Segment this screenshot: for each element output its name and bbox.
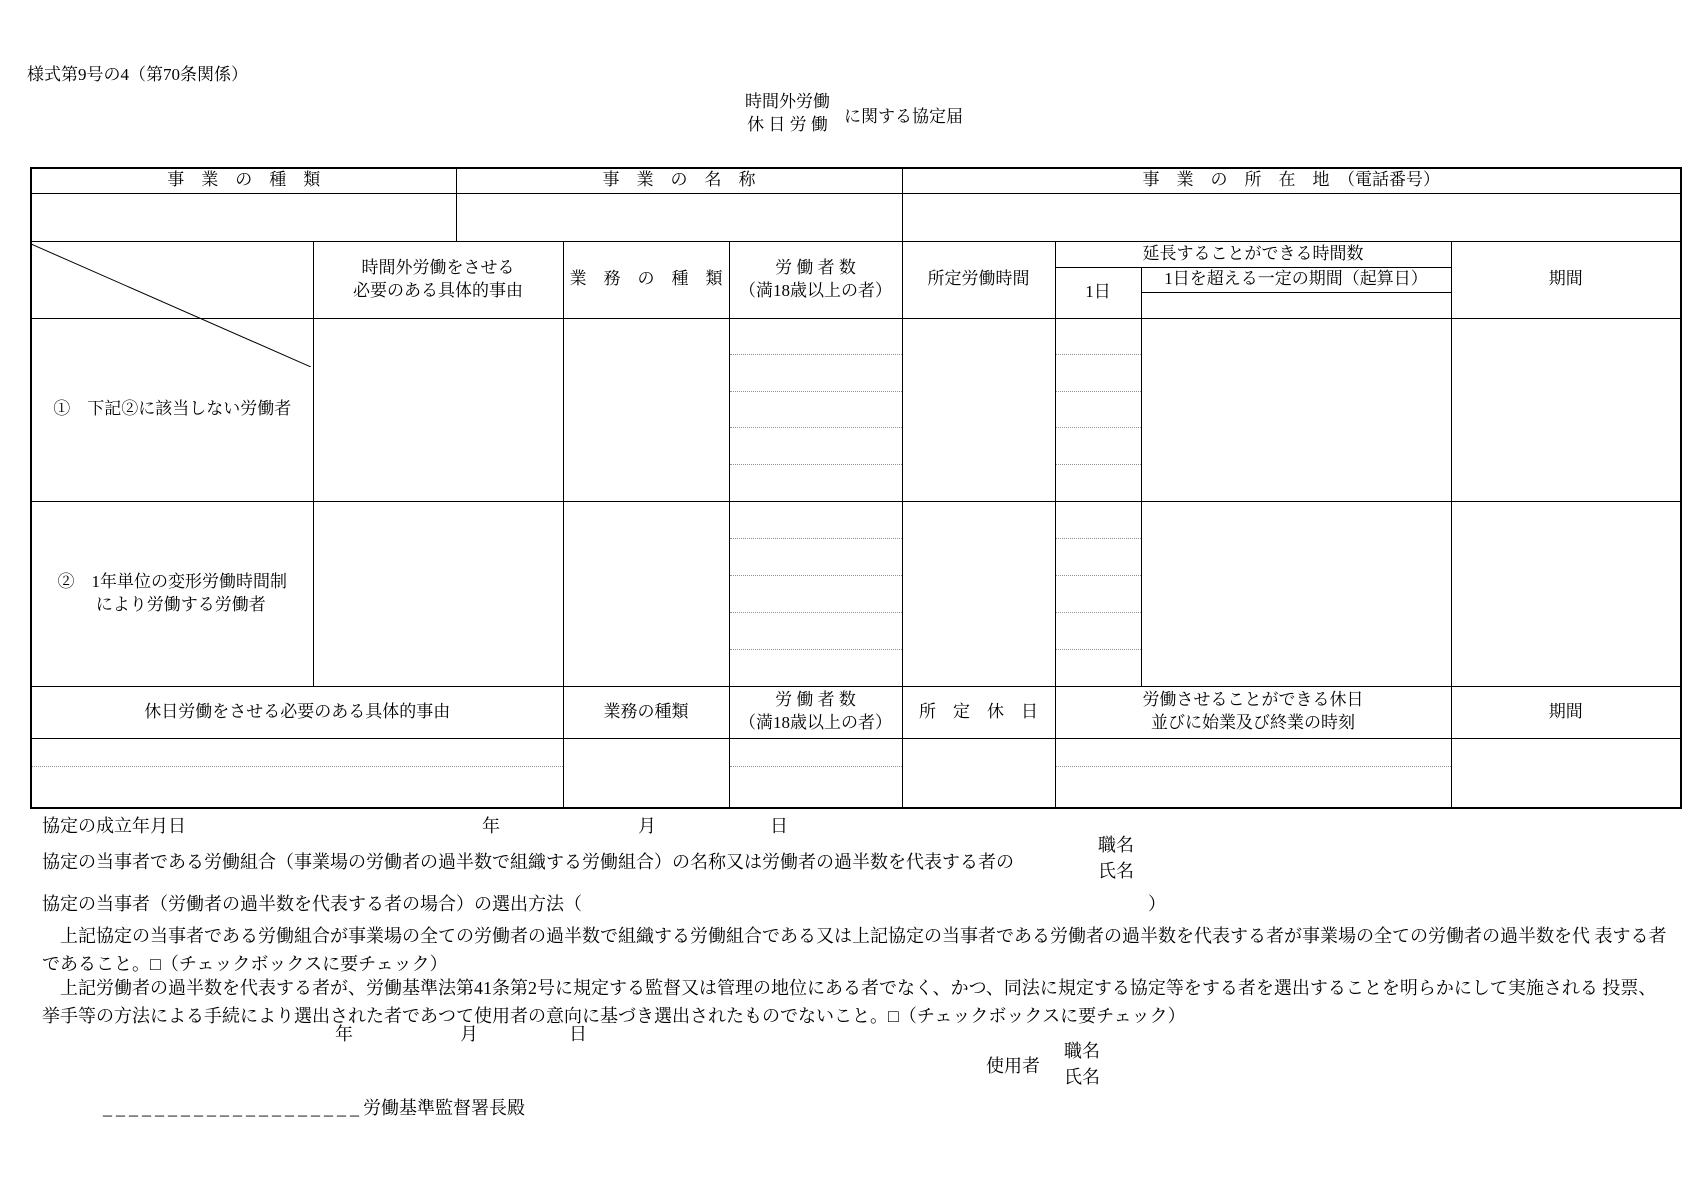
business-type-header: 事 業 の 種 類 (31, 168, 456, 193)
scheduled-hours-input-2[interactable] (902, 501, 1055, 686)
category-2-label-line1: ② 1年単位の変形労働時間制 (57, 571, 287, 591)
representative-name-label: 氏名 (1098, 861, 1134, 881)
holiday-period-header: 期間 (1451, 686, 1681, 738)
business-name-header: 事 業 の 名 称 (456, 168, 902, 193)
labor-office-director-label: 労働基準監督署長殿 (363, 1098, 525, 1118)
holiday-period-input[interactable] (1451, 738, 1681, 808)
title-suffix: に関する協定届 (844, 107, 963, 126)
selection-method-close-paren: ） (1148, 894, 1166, 914)
holiday-workable-header-line2: 並びに始業及び終業の時刻 (1151, 713, 1356, 732)
overtime-workers-input-2[interactable] (729, 501, 902, 686)
one-day-header: 1日 (1055, 267, 1141, 318)
holiday-workers-guide-line (730, 739, 902, 808)
labor-office-line (103, 1094, 525, 1120)
over-one-day-input-2[interactable] (1141, 501, 1451, 686)
extendable-hours-header: 延長することができる時間数 (1055, 241, 1451, 267)
employer-date-month: 月 (460, 1024, 478, 1044)
title-holiday: 休 日 労 働 (747, 115, 828, 134)
selection-method-line: 協定の当事者（労働者の過半数を代表する者の場合）の選出方法（ (42, 894, 582, 914)
holiday-workable-header (1055, 686, 1451, 738)
overtime-workers-header-line1: 労 働 者 数 (775, 257, 856, 277)
overtime-reason-input-2[interactable] (313, 501, 563, 686)
holiday-workable-guide-line (1056, 739, 1451, 808)
employer-date-day: 日 (569, 1024, 587, 1044)
overtime-period-header: 期間 (1451, 241, 1681, 318)
scheduled-holiday-input[interactable] (902, 738, 1055, 808)
overtime-period-input-2[interactable] (1451, 501, 1681, 686)
agreement-date-year: 年 (482, 816, 500, 836)
representative-title-name-stack (1098, 832, 1134, 884)
business-address-header: 事 業 の 所 在 地 （電話番号） (902, 168, 1681, 193)
agreement-date-day: 日 (770, 816, 788, 836)
labor-office-blank-line[interactable]: ____________________ (103, 1098, 363, 1118)
overtime-worktype-input-1[interactable] (563, 318, 729, 501)
category-1-label: ① 下記②に該当しない労働者 (31, 318, 313, 501)
category-2-label (31, 501, 313, 686)
overtime-workers-header (729, 241, 902, 318)
overtime-reason-header-line1: 時間外労働をさせる (361, 257, 515, 277)
union-representative-line: 協定の当事者である労働組合（事業場の労働者の過半数で組織する労働組合）の名称又は労働者の過半数を代表する者の (42, 852, 1014, 872)
title-overtime: 時間外労働 (745, 92, 830, 111)
over-one-day-input-1[interactable] (1141, 318, 1451, 501)
overtime-worktype-header: 業 務 の 種 類 (563, 241, 729, 318)
business-name-input-cell[interactable] (456, 193, 902, 241)
representative-selection-check-line1: 上記労働者の過半数を代表する者が、労働基準法第41条第2号に規定する監督又は管理の地位にある者でなく、かつ、同法に規定する協定等をする者を選出することを明らかにして実施される (42, 978, 1598, 998)
agreement-date-label: 協定の成立年月日 (42, 816, 186, 836)
scheduled-holiday-header: 所 定 休 日 (902, 686, 1055, 738)
one-day-input-1[interactable] (1055, 318, 1141, 501)
over-one-day-header: 1日を超える一定の期間（起算日） (1141, 267, 1451, 292)
employer-name-label: 氏名 (1064, 1067, 1100, 1087)
holiday-workers-header (729, 686, 902, 738)
overtime-workers-header-line2: （満18歳以上の者） (739, 280, 892, 300)
overtime-reason-header-line2: 必要のある具体的事由 (353, 280, 523, 300)
one-day-guide-lines-1 (1056, 319, 1141, 501)
holiday-reason-input[interactable] (31, 738, 563, 808)
form-title (745, 90, 963, 136)
form-number: 様式第9号の4（第70条関係） (27, 65, 248, 84)
majority-union-check-line2: 表する者であること。□（チェックボックスに要チェック） (42, 926, 1667, 974)
business-type-input-cell[interactable] (31, 193, 456, 241)
employer-title-name-stack (1064, 1038, 1100, 1090)
holiday-worktype-input[interactable] (563, 738, 729, 808)
overtime-period-input-1[interactable] (1451, 318, 1681, 501)
holiday-workers-header-line1: 労 働 者 数 (775, 690, 856, 710)
overtime-worktype-input-2[interactable] (563, 501, 729, 686)
holiday-workable-input[interactable] (1055, 738, 1451, 808)
holiday-worktype-header: 業務の種類 (563, 686, 729, 738)
overtime-reason-input-1[interactable] (313, 318, 563, 501)
scheduled-hours-input-1[interactable] (902, 318, 1055, 501)
employer-label: 使用者 (986, 1056, 1040, 1076)
holiday-workers-input[interactable] (729, 738, 902, 808)
employer-job-title-label: 職名 (1064, 1041, 1100, 1061)
scheduled-hours-header: 所定労働時間 (902, 241, 1055, 318)
holiday-workers-header-line2: （満18歳以上の者） (739, 713, 892, 732)
form-title-stack (745, 90, 830, 136)
category-diagonal-cell (31, 241, 313, 318)
overtime-reason-header (313, 241, 563, 318)
majority-union-check-line1: 上記協定の当事者である労働組合が事業場の全ての労働者の過半数で組織する労働組合である又は上記協定の当事者である労働者の過半数を代表する者が事業場の全ての労働者の過半数を代 (42, 926, 1590, 946)
over-one-day-sub-cell[interactable] (1141, 292, 1451, 318)
category-2-label-line2: により労働する労働者 (78, 594, 266, 614)
representative-selection-check-paragraph (42, 974, 1667, 1030)
workers-guide-lines-1 (730, 319, 902, 501)
employer-date-year: 年 (335, 1024, 353, 1044)
overtime-workers-input-1[interactable] (729, 318, 902, 501)
one-day-input-2[interactable] (1055, 501, 1141, 686)
agreement-date-month: 月 (638, 816, 656, 836)
one-day-guide-lines-2 (1056, 502, 1141, 686)
agreement-table (30, 167, 1682, 809)
workers-guide-lines-2 (730, 502, 902, 686)
majority-union-check-paragraph (42, 922, 1667, 978)
holiday-reason-guide-line (32, 739, 563, 808)
holiday-reason-header: 休日労働をさせる必要のある具体的事由 (31, 686, 563, 738)
business-address-input-cell[interactable] (902, 193, 1681, 241)
representative-selection-check-line2: 投票、挙手等の方法による手続により選出された者であつて使用者の意向に基づき選出されたものでないこと。□（チェックボックスに要チェック） (42, 978, 1657, 1026)
holiday-workable-header-line1: 労働させることができる休日 (1142, 690, 1364, 710)
representative-job-title-label: 職名 (1098, 835, 1134, 855)
